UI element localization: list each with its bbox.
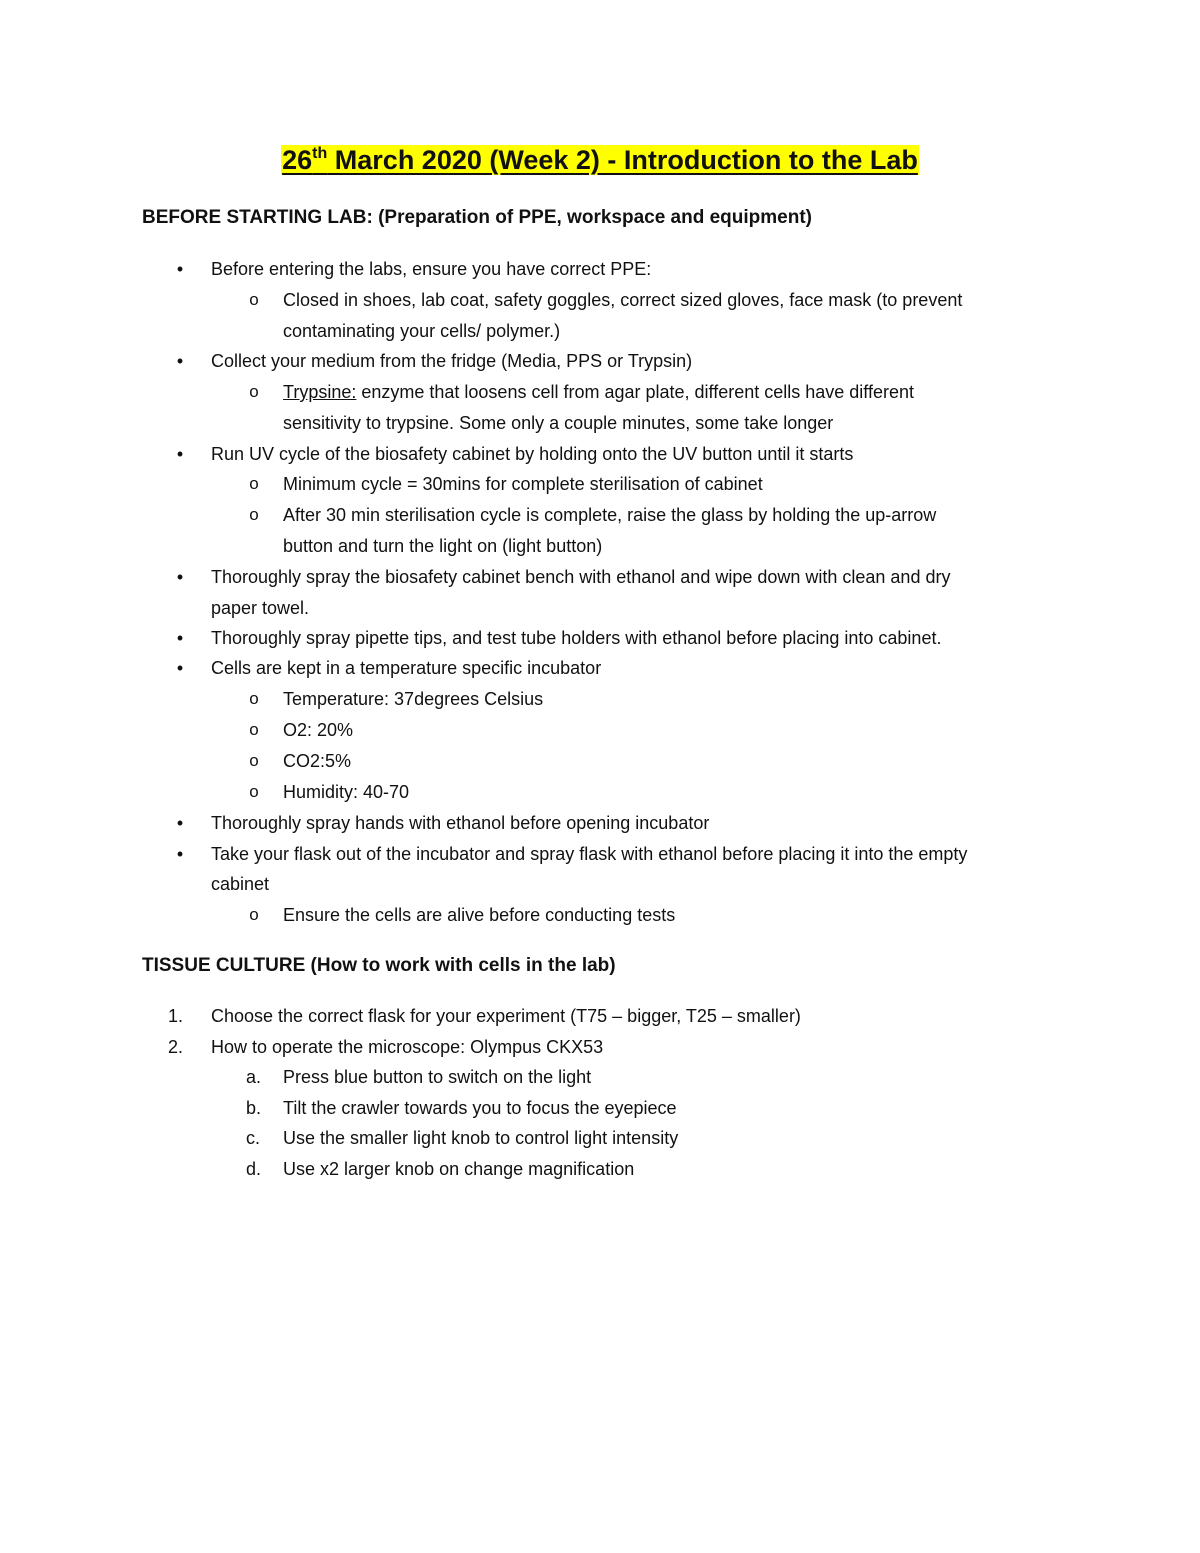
section-heading-before-lab: BEFORE STARTING LAB: (Preparation of PPE, workspace and equipment) — [142, 207, 813, 228]
sub-bullet-marker: o — [249, 474, 259, 493]
sub-list-item: Closed in shoes, lab coat, safety goggles, correct sized gloves, face mask (to prevent — [283, 290, 963, 310]
number-marker: 2. — [168, 1037, 184, 1057]
bullet-marker: • — [176, 444, 184, 464]
title-day: 26 — [282, 145, 313, 175]
sub-list-item: CO2:5% — [283, 751, 352, 771]
letter-marker: d. — [246, 1159, 262, 1179]
sub-bullet-marker: o — [249, 905, 259, 924]
list-item-cont: cabinet — [211, 874, 270, 894]
list-item: Take your flask out of the incubator and spray flask with ethanol before placing it into the empty — [211, 844, 968, 864]
sub-list-item-cont: button and turn the light on (light button) — [283, 536, 603, 556]
list-item: Thoroughly spray pipette tips, and test tube holders with ethanol before placing into cabinet. — [211, 628, 942, 648]
sub-bullet-marker: o — [249, 689, 259, 708]
sub-list-item: After 30 min sterilisation cycle is complete, raise the glass by holding the up-arrow — [283, 505, 937, 525]
list-item: Collect your medium from the fridge (Media, PPS or Trypsin) — [211, 351, 693, 371]
list-item: Before entering the labs, ensure you have correct PPE: — [211, 259, 652, 279]
sub-list-item: Minimum cycle = 30mins for complete sterilisation of cabinet — [283, 474, 763, 494]
letter-marker: c. — [246, 1128, 261, 1148]
bullet-marker: • — [176, 259, 184, 279]
sub-list-item: Humidity: 40-70 — [283, 782, 410, 802]
list-item: Run UV cycle of the biosafety cabinet by holding onto the UV button until it starts — [211, 444, 854, 464]
title-text: March 2020 (Week 2) - Introduction to the Lab — [327, 145, 918, 175]
numbered-item: Choose the correct flask for your experiment (T75 – bigger, T25 – smaller) — [211, 1006, 801, 1026]
sub-bullet-marker: o — [249, 505, 259, 524]
title-highlight — [281, 145, 919, 175]
sub-list-item-cont: sensitivity to trypsine. Some only a couple minutes, some take longer — [283, 413, 834, 433]
sub-bullet-marker: o — [249, 751, 259, 770]
sub-bullet-marker: o — [249, 720, 259, 739]
sub-list-item: Temperature: 37degrees Celsius — [283, 689, 544, 709]
bullet-marker: • — [176, 658, 184, 678]
section-heading-tissue-culture: TISSUE CULTURE (How to work with cells in the lab) — [142, 955, 616, 976]
lettered-item: Tilt the crawler towards you to focus the eyepiece — [283, 1098, 677, 1118]
bullet-marker: • — [176, 628, 184, 648]
trypsine-term: Trypsine: — [283, 382, 357, 402]
bullet-marker: • — [176, 813, 184, 833]
sub-bullet-marker: o — [249, 290, 259, 309]
list-item: Thoroughly spray hands with ethanol before opening incubator — [211, 813, 710, 833]
bullet-marker: • — [176, 567, 184, 587]
sub-bullet-marker: o — [249, 382, 259, 401]
list-item: Thoroughly spray the biosafety cabinet bench with ethanol and wipe down with clean and dry — [211, 567, 951, 587]
lettered-item: Press blue button to switch on the light — [283, 1067, 592, 1087]
trypsine-definition: enzyme that loosens cell from agar plate, different cells have different — [356, 382, 914, 402]
letter-marker: b. — [246, 1098, 262, 1118]
sub-list-item — [283, 379, 914, 405]
numbered-item: How to operate the microscope: Olympus CKX53 — [211, 1037, 604, 1057]
sub-list-item: Ensure the cells are alive before conducting tests — [283, 905, 676, 925]
number-marker: 1. — [168, 1006, 184, 1026]
bullet-marker: • — [176, 351, 184, 371]
sub-list-item: O2: 20% — [283, 720, 354, 740]
letter-marker: a. — [246, 1067, 262, 1087]
bullet-marker: • — [176, 844, 184, 864]
title-suffix: th — [312, 145, 328, 162]
lettered-item: Use the smaller light knob to control light intensity — [283, 1128, 679, 1148]
page-title — [0, 140, 1200, 180]
lettered-item: Use x2 larger knob on change magnification — [283, 1159, 635, 1179]
list-item-cont: paper towel. — [211, 598, 310, 618]
list-item: Cells are kept in a temperature specific incubator — [211, 658, 602, 678]
sub-list-item-cont: contaminating your cells/ polymer.) — [283, 321, 561, 341]
sub-bullet-marker: o — [249, 782, 259, 801]
